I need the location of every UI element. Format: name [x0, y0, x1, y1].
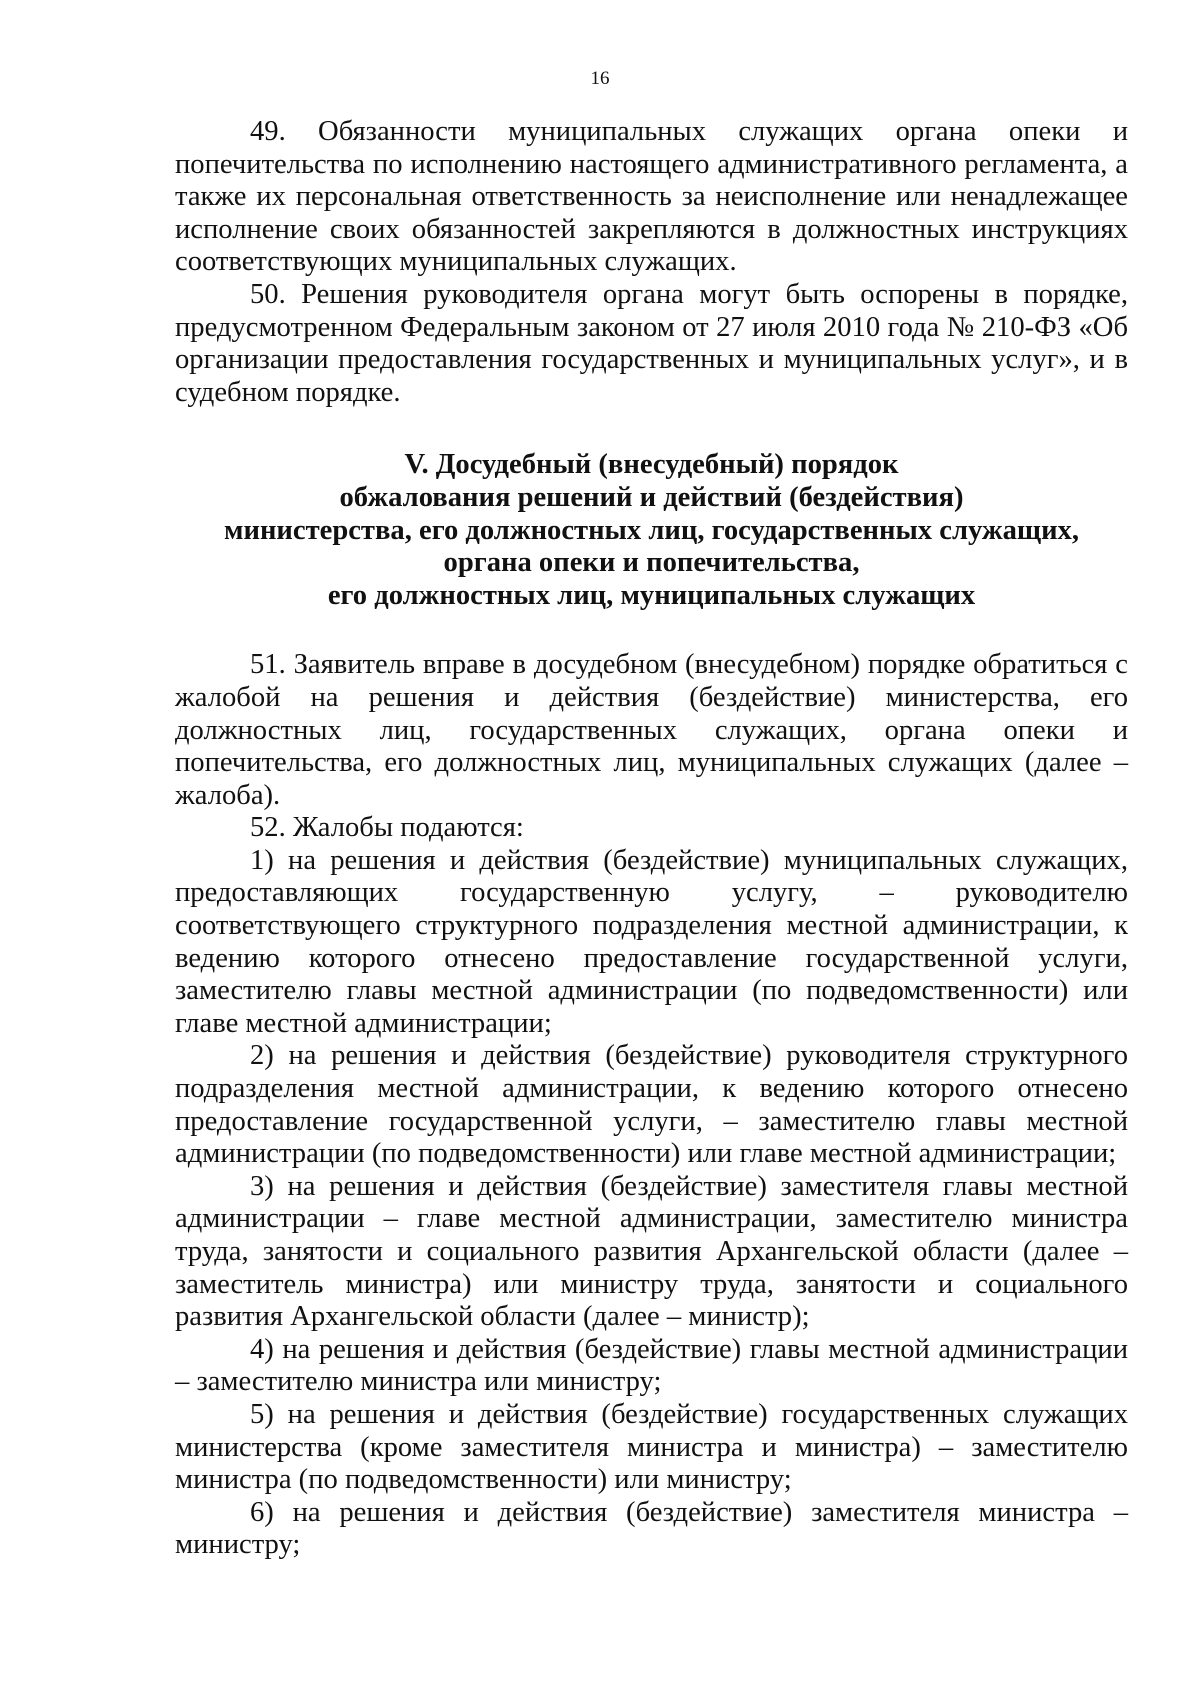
paragraph-51: 51. Заявитель вправе в досудебном (внесудебном) порядке обратиться с жалобой на решения и действия (бездействие) министерства, его должностных лиц, государственных служащих, органа опеки и попечительства, его должностных лиц, муниципальных служащих (далее – жалоба).	[175, 649, 1128, 811]
section-heading-line: V. Досудебный (внесудебный) порядок	[404, 449, 899, 481]
list-item-3: 3) на решения и действия (бездействие) заместителя главы местной администрации – главе местной администрации, заместителю министра труда, занятости и социального развития Архангельской области (далее – заместитель министра) или министру труда, занятости и социального развития Архангельской области (далее – министр);	[175, 1170, 1128, 1333]
list-item-5: 5) на решения и действия (бездействие) государственных служащих министерства (кроме заместителя министра и министра) – заместителю министра (по подведомственности) или министру;	[175, 1398, 1128, 1496]
section-heading-line: органа опеки и попечительства,	[443, 547, 860, 579]
paragraph-52: 52. Жалобы подаются:	[250, 812, 524, 844]
document-body	[175, 116, 1128, 1562]
section-heading	[175, 449, 1128, 612]
section-heading-line: его должностных лиц, муниципальных служащих	[327, 579, 976, 611]
paragraph-50: 50. Решения руководителя органа могут быть оспорены в порядке, предусмотренном Федеральным законом от 27 июля 2010 года № 210-ФЗ «Об организации предоставления государственных и муниципальных услуг», и в судебном порядке.	[175, 278, 1128, 408]
section-heading-line: обжалования решений и действий (бездействия)	[339, 481, 964, 513]
list-item-6: 6) на решения и действия (бездействие) заместителя министра – министру;	[175, 1496, 1128, 1561]
list-item-4: 4) на решения и действия (бездействие) главы местной администрации – заместителю министра или министру;	[175, 1333, 1128, 1398]
paragraph-49: 49. Обязанности муниципальных служащих органа опеки и попечительства по исполнению настоящего административного регламента, а также их персональная ответственность за неисполнение или ненадлежащее исполнение своих обязанностей закрепляются в должностных инструкциях соответствующих муниципальных служащих.	[175, 116, 1128, 278]
list-item-2: 2) на решения и действия (бездействие) руководителя структурного подразделения местной администрации, к ведению которого отнесено предоставление государственной услуги, – заместителю главы местной администрации (по подведомственности) или главе местной администрации;	[175, 1040, 1128, 1170]
section-heading-line: министерства, его должностных лиц, государственных служащих,	[224, 514, 1079, 546]
page-number: 16	[590, 68, 610, 89]
list-item-1: 1) на решения и действия (бездействие) муниципальных служащих, предоставляющих государственную услугу, – руководителю соответствующего структурного подразделения местной администрации, к ведению которого отнесено предоставление государственной услуги, заместителю главы местной администрации (по подведомственности) или главе местной администрации;	[175, 844, 1128, 1039]
